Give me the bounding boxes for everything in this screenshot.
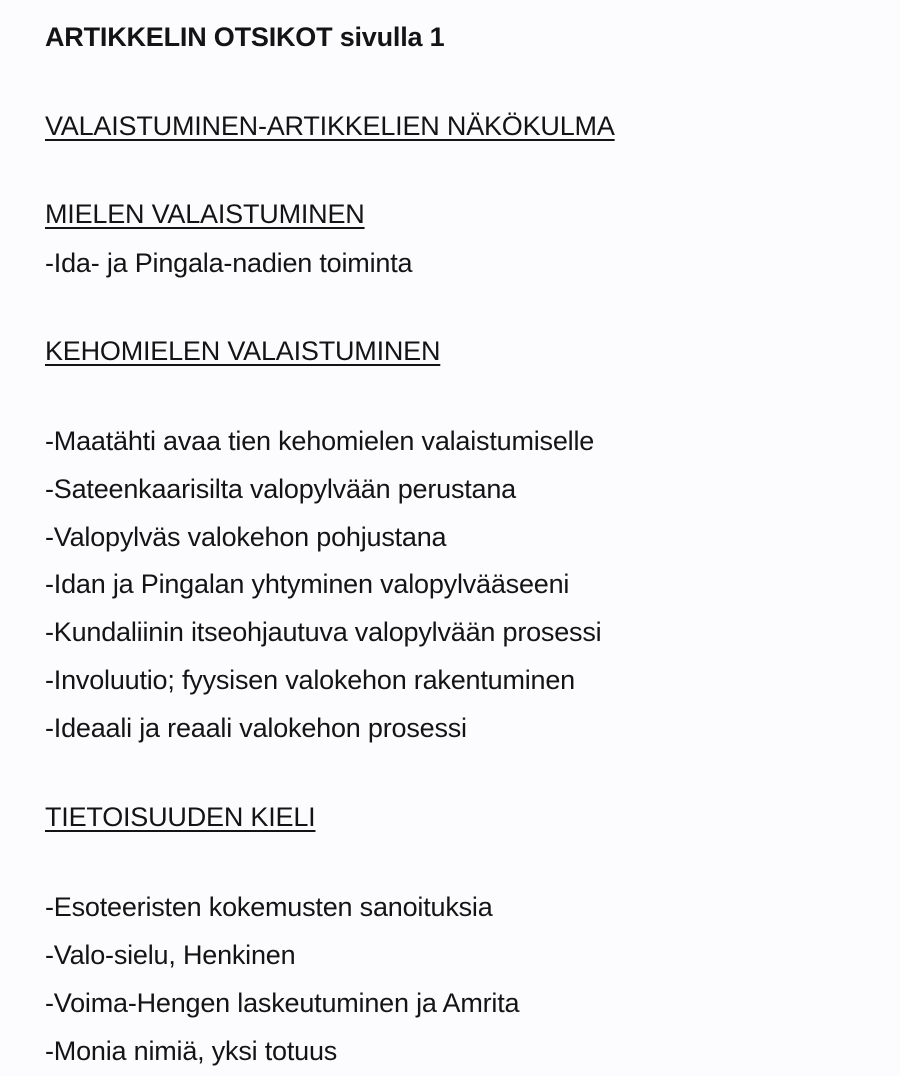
list-item: -Esoteeristen kokemusten sanoituksia	[45, 892, 493, 922]
list-item: -Ideaali ja reaali valokehon prosessi	[45, 713, 467, 743]
list-item: -Valopylväs valokehon pohjustana	[45, 522, 447, 552]
section-heading-mielen-valaistuminen: MIELEN VALAISTUMINEN	[45, 199, 365, 229]
section-heading-valaistuminen-nakokulma: VALAISTUMINEN-ARTIKKELIEN NÄKÖKULMA	[45, 111, 615, 141]
list-item: -Kundaliinin itseohjautuva valopylvään prosessi	[45, 617, 602, 647]
list-item: -Maatähti avaa tien kehomielen valaistumiselle	[45, 426, 595, 456]
page-title: ARTIKKELIN OTSIKOT sivulla 1	[45, 22, 445, 52]
list-item: -Involuutio; fyysisen valokehon rakentuminen	[45, 665, 576, 695]
list-item: -Ida- ja Pingala-nadien toiminta	[45, 248, 413, 278]
list-item: -Monia nimiä, yksi totuus	[45, 1036, 338, 1066]
list-item: -Sateenkaarisilta valopylvään perustana	[45, 474, 516, 504]
list-item: -Valo-sielu, Henkinen	[45, 940, 296, 970]
article-page	[45, 0, 880, 1076]
section-heading-kehomielen-valaistuminen: KEHOMIELEN VALAISTUMINEN	[45, 336, 441, 366]
list-item: -Voima-Hengen laskeutuminen ja Amrita	[45, 988, 520, 1018]
section-heading-tietoisuuden-kieli: TIETOISUUDEN KIELI	[45, 802, 316, 832]
list-item: -Idan ja Pingalan yhtyminen valopylvääseeni	[45, 569, 570, 599]
